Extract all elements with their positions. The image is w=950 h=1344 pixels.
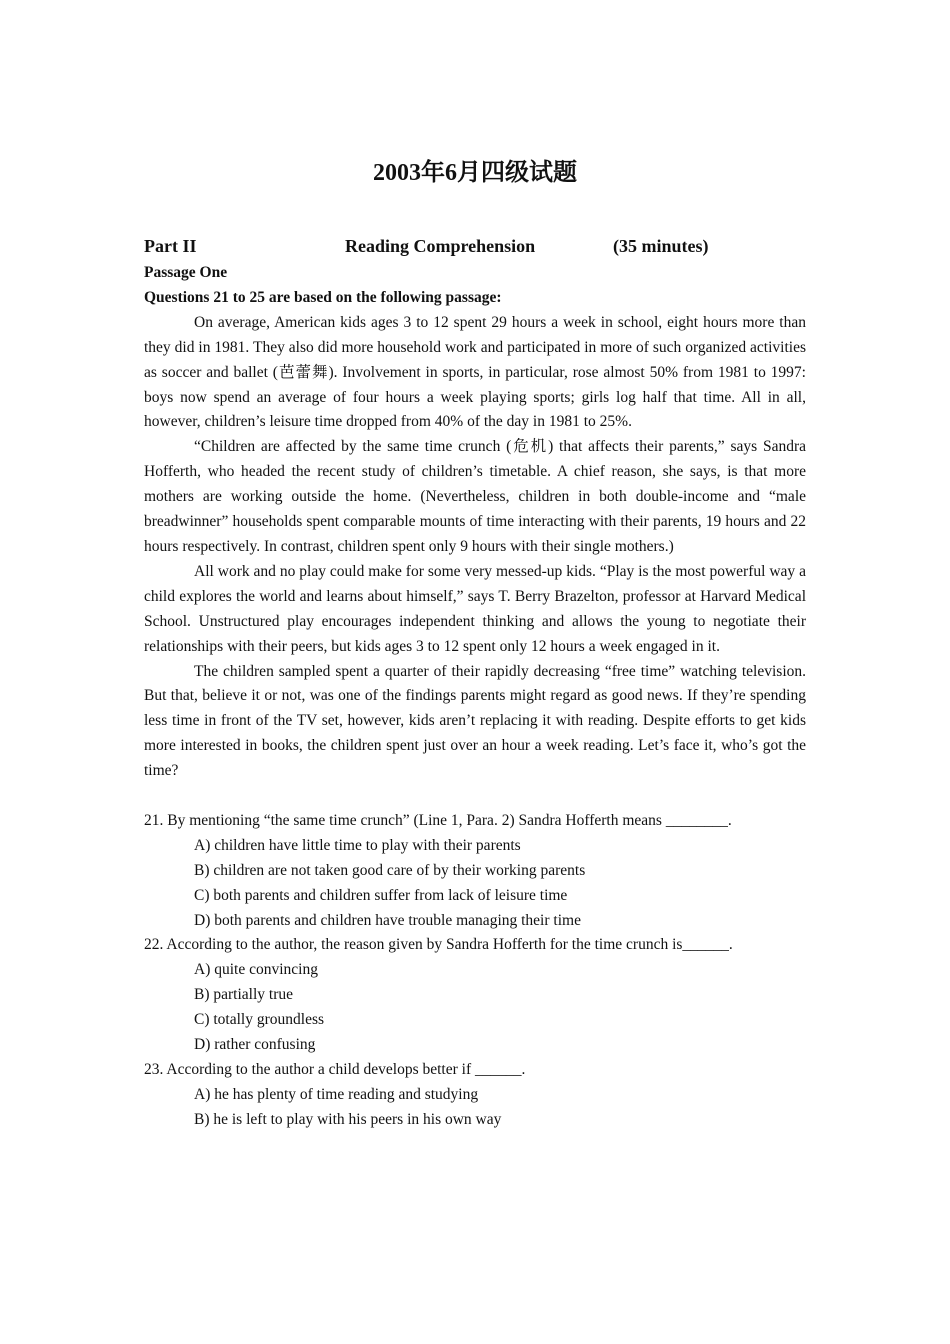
- question-stem: 23. According to the author a child develops better if ______.: [144, 1060, 526, 1078]
- passage-label: Passage One: [144, 264, 228, 281]
- paragraph: All work and no play could make for some very messed-up kids. “Play is the most powerful way a child explores the world and learns about himself,” says T. Berry Brazelton, professor at Harvard Medical School. Unstructured play encourages independent thinking and allows the young to negotiate their relationships with their peers, but kids ages 3 to 12 spent only 12 hours a week engaged in it.: [144, 562, 806, 655]
- answer-option: B) he is left to play with his peers in his own way: [194, 1110, 502, 1128]
- paragraph: “Children are affected by the same time crunch (危机) that affects their parents,” says Sandra Hofferth, who headed the recent study of children’s timetable. A chief reason, she says, is that more mothers are working outside the home. (Nevertheless, children in both double-income and “male breadwinner” households spent comparable mounts of time interacting with their parents, 19 hours and 22 hours respectively. In contrast, children spent only 9 hours with their single mothers.): [144, 438, 806, 555]
- answer-option: C) totally groundless: [194, 1011, 325, 1029]
- paragraph: On average, American kids ages 3 to 12 spent 29 hours a week in school, eight hours more than they did in 1981. They also did more household work and participated in more of such organized activities as soccer and ballet (芭蕾舞). Involvement in sports, in particular, rose almost 50% from 1981 to 1997: boys now spend an average of four hours a week playing sports; girls log half that time. All in all, however, children’s leisure time dropped from 40% of the day in 1981 to 25%.: [144, 313, 806, 431]
- answer-option: C) both parents and children suffer from lack of leisure time: [194, 886, 568, 904]
- page-title: 2003年6月四级试题: [373, 160, 577, 186]
- question-stem: 21. By mentioning “the same time crunch” (Line 1, Para. 2) Sandra Hofferth means ________.: [144, 811, 732, 829]
- passage-instruction: Questions 21 to 25 are based on the following passage:: [144, 288, 502, 306]
- answer-option: B) children are not taken good care of by their working parents: [194, 861, 586, 879]
- question-stem: 22. According to the author, the reason given by Sandra Hofferth for the time crunch is______.: [144, 936, 733, 954]
- answer-option: D) both parents and children have trouble managing their time: [194, 911, 581, 929]
- section-time: (35 minutes): [613, 236, 709, 256]
- spacer: [144, 784, 806, 809]
- answer-option: A) quite convincing: [194, 961, 318, 979]
- section-name: Reading Comprehension: [345, 236, 536, 256]
- answer-option: A) he has plenty of time reading and studying: [194, 1085, 479, 1103]
- paragraph: The children sampled spent a quarter of their rapidly decreasing “free time” watching television. But that, believe it or not, was one of the findings parents might regard as good news. If they’re spending less time in front of the TV set, however, kids aren’t replacing it with reading. Despite efforts to get kids more interested in books, the children spent just over an hour a week reading. Let’s face it, who’s got the time?: [144, 662, 806, 780]
- answer-option: B) partially true: [194, 986, 293, 1004]
- passage-body: [144, 261, 806, 1133]
- answer-option: D) rather confusing: [194, 1036, 316, 1054]
- section-part: Part II: [144, 236, 197, 256]
- answer-option: A) children have little time to play with their parents: [194, 836, 521, 854]
- section-header: [144, 236, 806, 262]
